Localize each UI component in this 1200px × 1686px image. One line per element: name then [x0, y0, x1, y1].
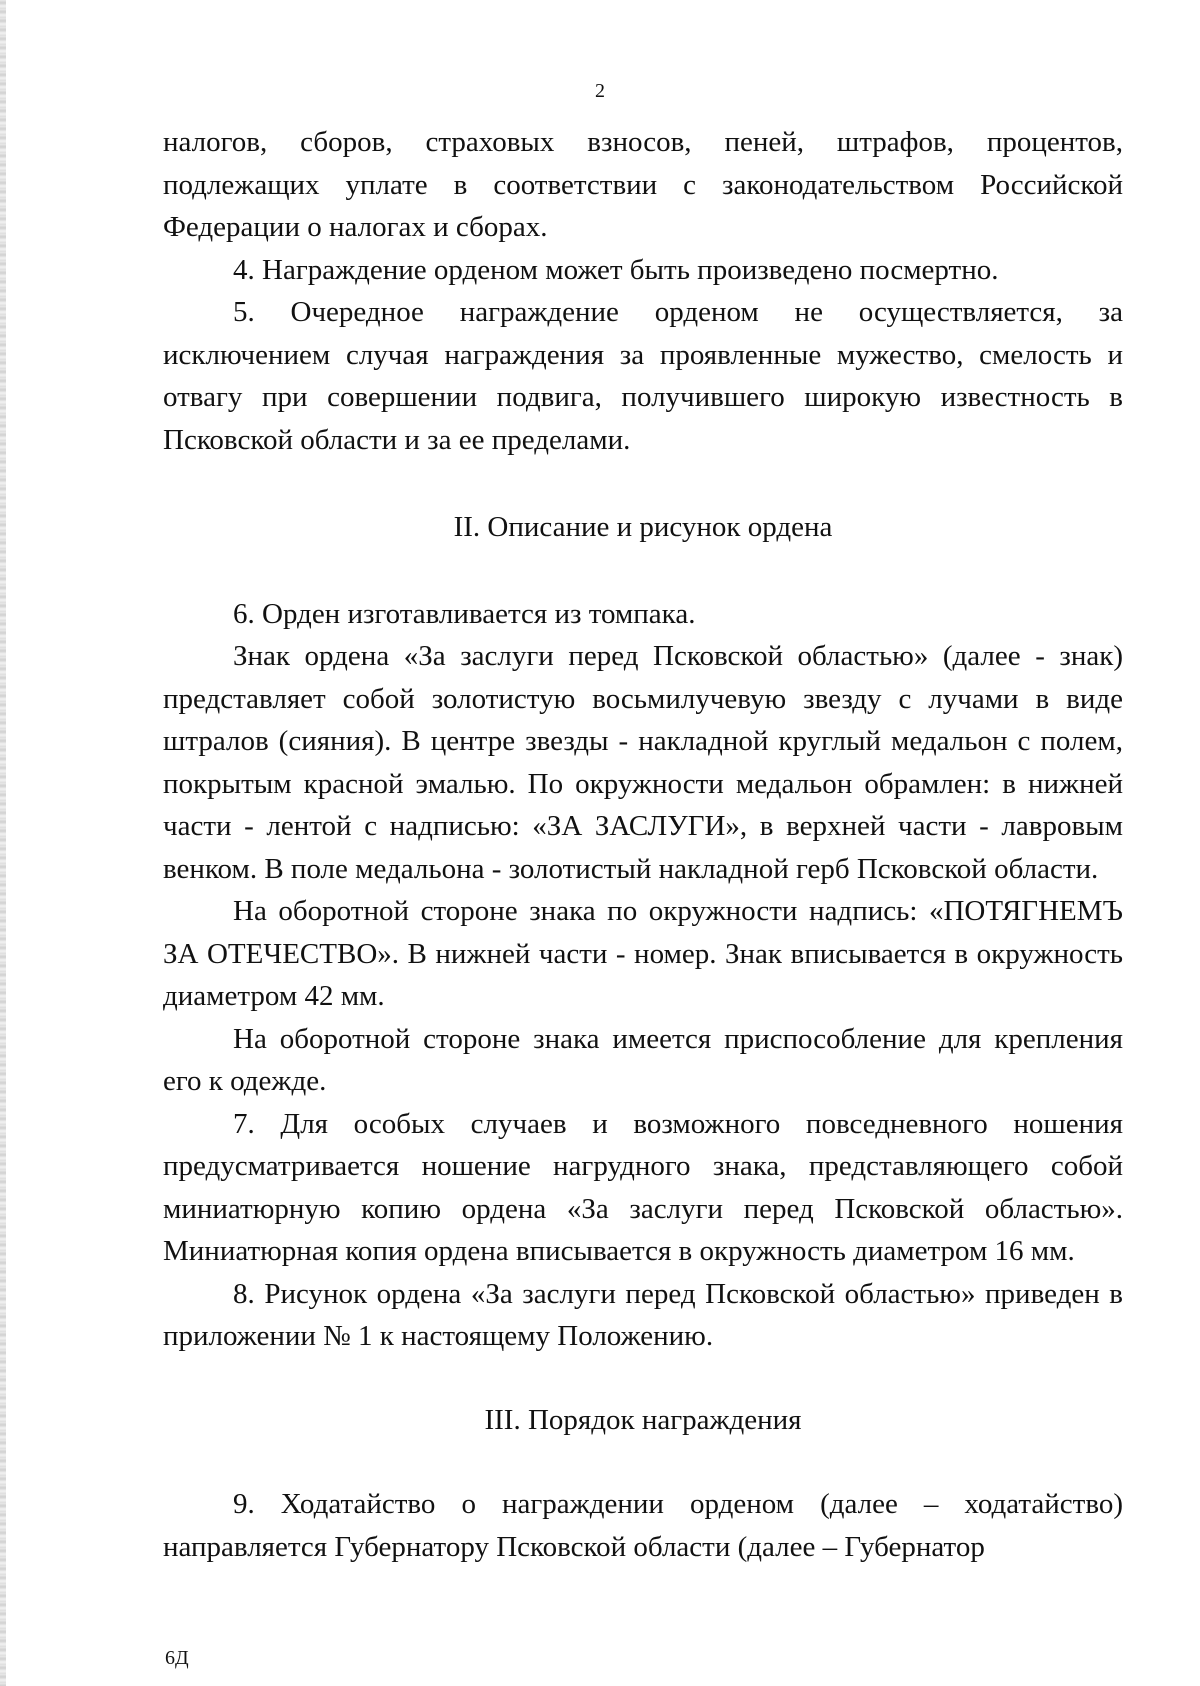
paragraph: 4. Награждение орденом может быть произведено посмертно.	[233, 253, 999, 286]
section-heading: II. Описание и рисунок ордена	[453, 511, 833, 543]
footer-code: 6Д	[165, 1647, 189, 1669]
paragraph: 5. Очередное награждение орденом не осуществляется, за исключением случая награждения за проявленные мужество, смелость и отвагу при совершении подвига, получившего широкую известность в Псковской области и за ее пределами.	[163, 296, 1123, 456]
paragraph: 9. Ходатайство о награждении орденом (далее – ходатайство) направляется Губернатору Псковской области (далее – Губернатор	[163, 1488, 1123, 1563]
paragraph: налогов, сборов, страховых взносов, пеней, штрафов, процентов, подлежащих уплате в соответствии с законодательством Российской Федерации о налогах и сборах.	[163, 126, 1123, 243]
page-number: 2	[595, 80, 605, 102]
document-body	[163, 121, 1123, 1568]
paragraph: На оборотной стороне знака имеется приспособление для крепления его к одежде.	[163, 1022, 1123, 1097]
paragraph: На оборотной стороне знака по окружности надпись: «ПОТЯГНЕМЪ ЗА ОТЕЧЕСТВО». В нижней части - номер. Знак вписывается в окружность диаметром 42 мм.	[163, 895, 1123, 1012]
section-heading: III. Порядок награждения	[484, 1403, 802, 1436]
paragraph: 8. Рисунок ордена «За заслуги перед Псковской областью» приведен в приложении № 1 к настоящему Положению.	[163, 1277, 1123, 1352]
scan-edge	[0, 0, 6, 1686]
paragraph: 6. Орден изготавливается из томпака.	[233, 597, 696, 630]
paragraph: Знак ордена «За заслуги перед Псковской областью» (далее - знак) представляет собой золотистую восьмилучевую звезду с лучами в виде штралов (сияния). В центре звезды - накладной круглый медальон с полем, покрытым красной эмалью. По окружности медальон обрамлен: в нижней части - лентой с надписью: «ЗА ЗАСЛУГИ», в верхней части - лавровым венком. В поле медальона - золотистый накладной герб Псковской области.	[163, 640, 1123, 885]
paragraph: 7. Для особых случаев и возможного повседневного ношения предусматривается ношение нагрудного знака, представляющего собой миниатюрную копию ордена «За заслуги перед Псковской областью». Миниатюрная копия ордена вписывается в окружность диаметром 16 мм.	[163, 1107, 1123, 1267]
